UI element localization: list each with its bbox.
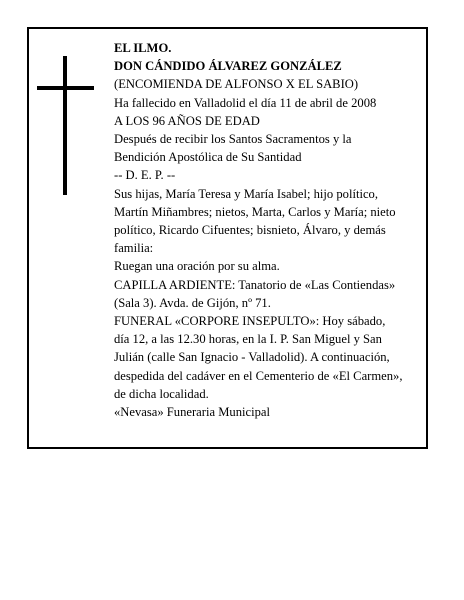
family-line: familia: [114,241,154,256]
funeral-line: FUNERAL «CORPORE INSEPULTO»: Hoy sábado, [114,314,386,329]
sacraments-line: Bendición Apostólica de Su Santidad [114,150,302,165]
funeral-home: «Nevasa» Funeraria Municipal [114,405,270,420]
honorific-title: EL ILMO. [114,41,172,55]
chapel-line: CAPILLA ARDIENTE: Tanatorio de «Las Contiendas» [114,277,396,292]
funeral-line: despedida del cadáver en el Cementerio de «El Carmen», [114,368,403,383]
funeral-line: día 12, a las 12.30 horas, en la I. P. San Miguel y San [114,332,382,347]
family-line: Sus hijas, María Teresa y María Isabel; hijo político, [114,186,378,201]
cross-icon [63,56,67,195]
family-paragraph [114,185,430,258]
funeral-line: de dicha localidad. [114,386,209,401]
chapel-paragraph [114,276,430,312]
chapel-line: (Sala 3). Avda. de Gijón, nº 71. [114,295,271,310]
rip-line: -- D. E. P. -- [114,168,176,183]
cross-icon-bar [37,86,94,90]
prayer-line: Ruegan una oración por su alma. [114,259,280,274]
order-decoration: (ENCOMIENDA DE ALFONSO X EL SABIO) [114,77,359,92]
family-line: Martín Miñambres; nietos, Marta, Carlos y María; nieto [114,204,396,219]
death-notice: Ha fallecido en Valladolid el día 11 de abril de 2008 [114,95,377,110]
funeral-line: Julián (calle San Ignacio - Valladolid). A continuación, [114,350,390,365]
sacraments-line: Después de recibir los Santos Sacramentos y la [114,132,352,147]
funeral-paragraph [114,312,430,403]
sacraments-paragraph [114,130,430,166]
deceased-name: DON CÁNDIDO ÁLVAREZ GONZÁLEZ [114,59,342,74]
obituary-text [114,39,430,421]
family-line: político, Ricardo Cifuentes; bisnieto, Álvaro, y demás [114,223,386,238]
age-line: A LOS 96 AÑOS DE EDAD [114,113,260,128]
